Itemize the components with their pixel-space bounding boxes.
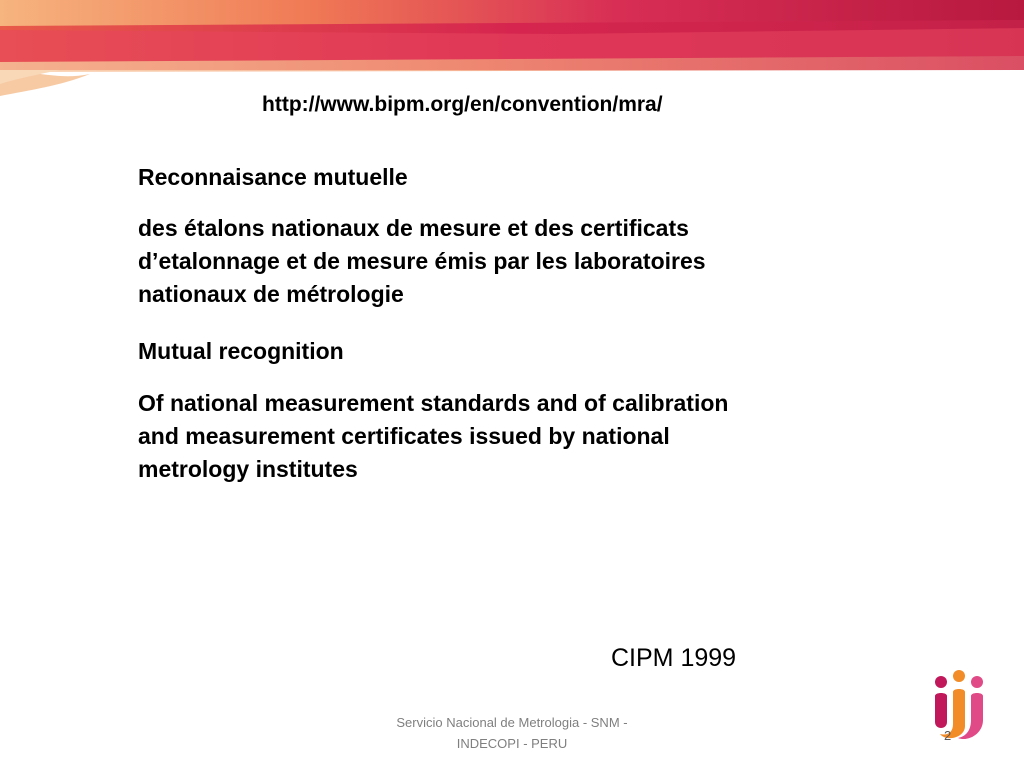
english-heading: Mutual recognition	[138, 338, 344, 364]
english-line: and measurement certificates issued by national	[138, 423, 670, 449]
french-line: des étalons nationaux de mesure et des certificats	[138, 215, 689, 241]
english-line: Of national measurement standards and of calibration	[138, 390, 729, 416]
organization-logo	[926, 668, 992, 748]
english-paragraph	[138, 387, 728, 486]
footer-line: Servicio Nacional de Metrologia - SNM -	[396, 715, 628, 730]
source-url[interactable]: http://www.bipm.org/en/convention/mra/	[262, 93, 663, 116]
french-paragraph	[138, 212, 706, 311]
page-number: 2	[944, 728, 952, 743]
english-line: metrology institutes	[138, 456, 358, 482]
footer-text	[340, 712, 684, 754]
header-banner	[0, 0, 1024, 96]
french-line: d’etalonnage et de mesure émis par les laboratoires	[138, 248, 706, 274]
french-line: nationaux de métrologie	[138, 281, 404, 307]
footer-line: INDECOPI - PERU	[456, 736, 568, 751]
cipm-year-label: CIPM 1999	[611, 644, 737, 672]
french-heading: Reconnaisance mutuelle	[138, 164, 408, 190]
